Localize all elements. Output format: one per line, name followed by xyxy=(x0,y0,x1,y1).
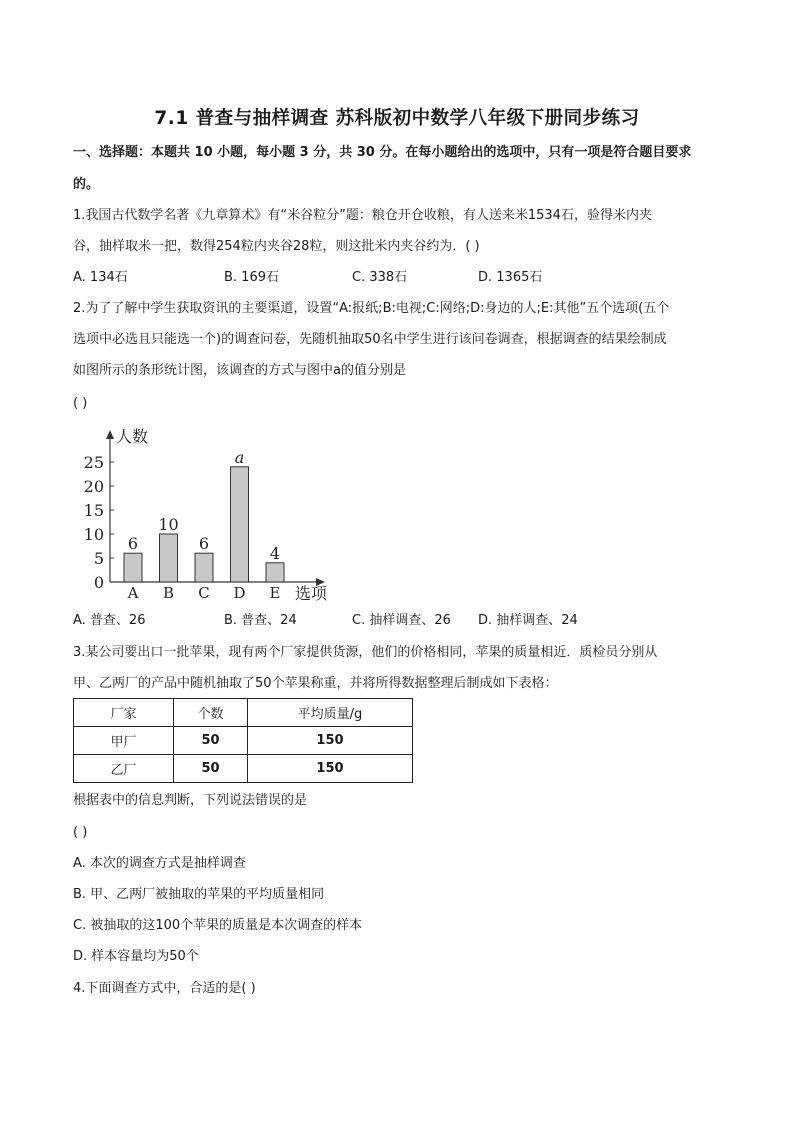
bar-data-label: 6 xyxy=(127,534,139,554)
table-cell: 乙厂 xyxy=(74,755,174,783)
q1-option-a[interactable]: A. 134石 xyxy=(73,270,128,285)
table-cell: 甲厂 xyxy=(74,727,174,755)
q2-line-1: 2.为了了解中学生获取资讯的主要渠道，设置“A:报纸;B:电视;C:网络;D:身边的人;E:其他”五个选项(五个 xyxy=(73,301,670,316)
x-tick-label: C xyxy=(198,584,210,602)
x-tick-label: D xyxy=(233,584,246,602)
bar xyxy=(266,563,284,582)
table-row xyxy=(74,727,413,755)
x-tick-label: A xyxy=(127,584,139,602)
table-row xyxy=(74,755,413,783)
q2-option-d[interactable]: D. 抽样调查、24 xyxy=(478,613,578,628)
q3-answer-paren: ( ) xyxy=(73,825,88,840)
table-cell: 150 xyxy=(248,755,413,783)
page-title: 7.1 普查与抽样调查 苏科版初中数学八年级下册同步练习 xyxy=(154,108,640,129)
q3-line-2: 甲、乙两厂的产品中随机抽取了50个苹果称重，并将所得数据整理后制成如下表格： xyxy=(73,676,558,691)
q2-line-3: 如图所示的条形统计图，该调查的方式与图中a的值分别是 xyxy=(73,363,406,378)
q2-option-c[interactable]: C. 抽样调查、26 xyxy=(352,613,451,628)
y-tick-label: 5 xyxy=(93,549,104,568)
x-tick-label: B xyxy=(162,584,175,602)
q1-line-2: 谷，抽样取米一把，数得254粒内夹谷28粒，则这批米内夹谷约为．( ) xyxy=(73,239,480,254)
table-cell: 150 xyxy=(248,727,413,755)
bar xyxy=(231,467,249,582)
q2-answer-paren: ( ) xyxy=(73,396,88,411)
table-cell: 50 xyxy=(174,727,248,755)
bar-data-label: 4 xyxy=(269,543,281,563)
q2-line-2: 选项中必选且只能选一个)的调查问卷，先随机抽取50名中学生进行该问卷调查，根据调查的结果绘制成 xyxy=(73,332,667,347)
bar-chart xyxy=(70,420,340,605)
bar-data-label: a xyxy=(234,447,245,467)
bar xyxy=(160,534,178,582)
y-axis-label: 人数 xyxy=(116,427,149,446)
bar-data-label: 6 xyxy=(198,534,210,554)
y-tick-label: 25 xyxy=(83,453,104,472)
q1-option-c[interactable]: C. 338石 xyxy=(352,270,408,285)
table-header-row xyxy=(74,699,413,727)
q1-option-d[interactable]: D. 1365石 xyxy=(478,270,543,285)
q2-option-b[interactable]: B. 普查、24 xyxy=(224,613,297,628)
q3-option-d[interactable]: D. 样本容量均为50个 xyxy=(73,949,199,964)
y-tick-label: 15 xyxy=(83,501,104,520)
table-header-cell: 厂家 xyxy=(74,699,174,727)
q4-line-1: 4.下面调查方式中，合适的是( ) xyxy=(73,981,256,996)
q2-option-a[interactable]: A. 普查、26 xyxy=(73,613,146,628)
y-axis-arrow xyxy=(106,430,114,439)
x-tick-label: E xyxy=(269,584,281,602)
q1-line-1: 1.我国古代数学名著《九章算术》有“米谷粒分”题：粮仓开仓收粮，有人送来米1534石，验得米内夹 xyxy=(73,208,652,223)
section-instructions-line-1: 一、选择题：本题共 10 小题，每小题 3 分，共 30 分。在每小题给出的选项中，只有一项是符合题目要求 xyxy=(73,145,692,160)
table-header-cell: 平均质量/g xyxy=(248,699,413,727)
q1-option-b[interactable]: B. 169石 xyxy=(224,270,279,285)
table-header-cell: 个数 xyxy=(174,699,248,727)
bar-data-label: 10 xyxy=(158,515,179,534)
bar xyxy=(195,553,213,582)
section-instructions-line-2: 的。 xyxy=(73,177,100,192)
q3-option-b[interactable]: B. 甲、乙两厂被抽取的苹果的平均质量相同 xyxy=(73,887,325,902)
y-tick-label: 20 xyxy=(83,477,104,496)
table-cell: 50 xyxy=(174,755,248,783)
q3-option-a[interactable]: A. 本次的调查方式是抽样调查 xyxy=(73,856,246,871)
q3-line-1: 3.某公司要出口一批苹果，现有两个厂家提供货源，他们的价格相同，苹果的质量相近．质检员分别从 xyxy=(73,645,658,660)
q3-line-3: 根据表中的信息判断，下列说法错误的是 xyxy=(73,793,308,808)
bar xyxy=(124,553,142,582)
apple-table xyxy=(73,698,413,783)
y-tick-label: 0 xyxy=(93,573,104,592)
y-tick-label: 10 xyxy=(83,525,104,544)
x-axis-label: 选项 xyxy=(295,584,328,603)
q3-option-c[interactable]: C. 被抽取的这100个苹果的质量是本次调查的样本 xyxy=(73,918,363,933)
